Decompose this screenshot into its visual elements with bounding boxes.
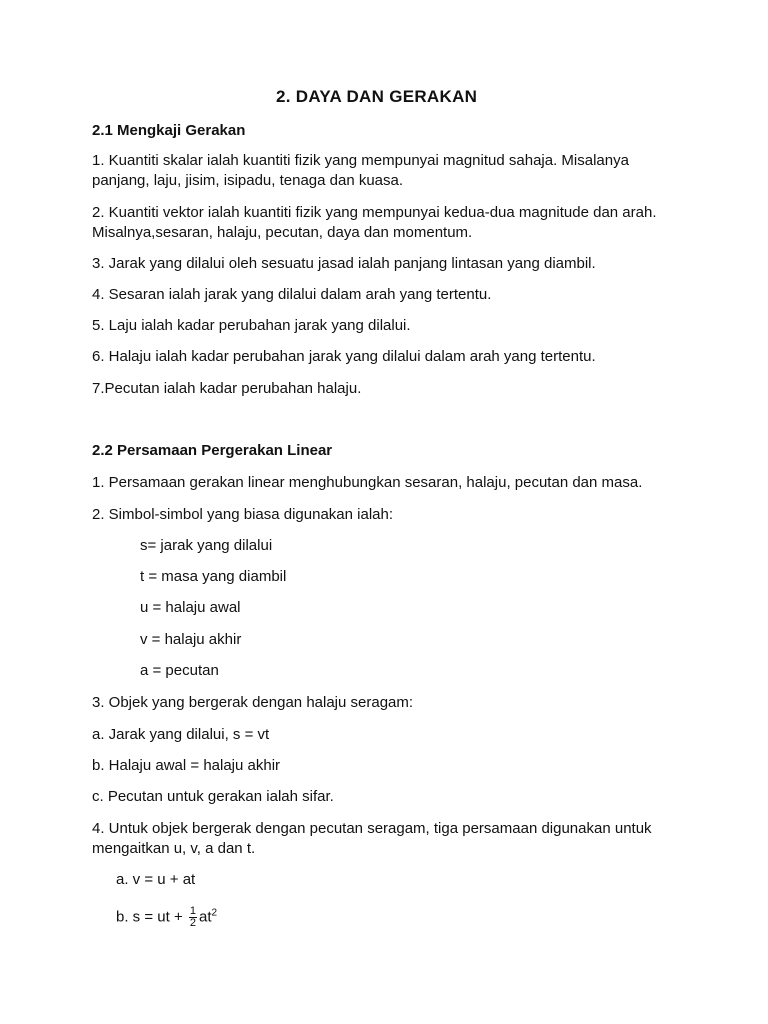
section-heading-2-1: 2.1 Mengkaji Gerakan (92, 122, 246, 139)
section-heading-2-2: 2.2 Persamaan Pergerakan Linear (92, 442, 333, 459)
uniform-item-c: c. Pecutan untuk gerakan ialah sifar. (92, 788, 334, 805)
symbol-u: u = halaju awal (140, 599, 241, 616)
paragraph-2: 2. Kuantiti vektor ialah kuantiti fizik yang mempunyai kedua-dua magnitude dan arah. Misalnya,sesaran, halaju, pecutan, daya dan momentum. (92, 204, 657, 241)
fraction-denominator: 2 (189, 917, 197, 929)
paragraph-4: 4. Sesaran ialah jarak yang dilalui dalam arah yang tertentu. (92, 286, 492, 303)
symbol-s: s= jarak yang dilalui (140, 537, 273, 554)
paragraph-6: 6. Halaju ialah kadar perubahan jarak yang dilalui dalam arah yang tertentu. (92, 348, 596, 365)
paragraph-linear-3: 3. Objek yang bergerak dengan halaju seragam: (92, 694, 414, 711)
fraction-one-half (189, 906, 197, 929)
uniform-item-b: b. Halaju awal = halaju akhir (92, 757, 281, 774)
paragraph-linear-4: 4. Untuk objek bergerak dengan pecutan seragam, tiga persamaan digunakan untuk mengaitkan u, v, a dan t. (92, 820, 652, 857)
equation-a: a. v = u + at (116, 871, 196, 888)
fraction-numerator: 1 (189, 905, 197, 917)
uniform-item-a: a. Jarak yang dilalui, s = vt (92, 726, 270, 743)
equation-b-exponent: 2 (211, 907, 218, 919)
page-title: 2. DAYA DAN GERAKAN (276, 87, 478, 106)
equation-b-prefix: b. s = ut + (116, 908, 183, 926)
symbol-a: a = pecutan (140, 662, 219, 679)
equation-b-suffix: at (199, 908, 212, 926)
paragraph-1: 1. Kuantiti skalar ialah kuantiti fizik yang mempunyai magnitud sahaja. Misalanya panjang, laju, jisim, isipadu, tenaga dan kuasa. (92, 152, 629, 189)
paragraph-linear-2: 2. Simbol-simbol yang biasa digunakan ialah: (92, 506, 394, 523)
symbol-t: t = masa yang diambil (140, 568, 287, 585)
equation-b (116, 906, 217, 929)
paragraph-3: 3. Jarak yang dilalui oleh sesuatu jasad ialah panjang lintasan yang diambil. (92, 255, 596, 272)
paragraph-linear-1: 1. Persamaan gerakan linear menghubungkan sesaran, halaju, pecutan dan masa. (92, 474, 643, 491)
paragraph-5: 5. Laju ialah kadar perubahan jarak yang dilalui. (92, 317, 411, 334)
symbol-v: v = halaju akhir (140, 631, 242, 648)
paragraph-7: 7.Pecutan ialah kadar perubahan halaju. (92, 380, 362, 397)
